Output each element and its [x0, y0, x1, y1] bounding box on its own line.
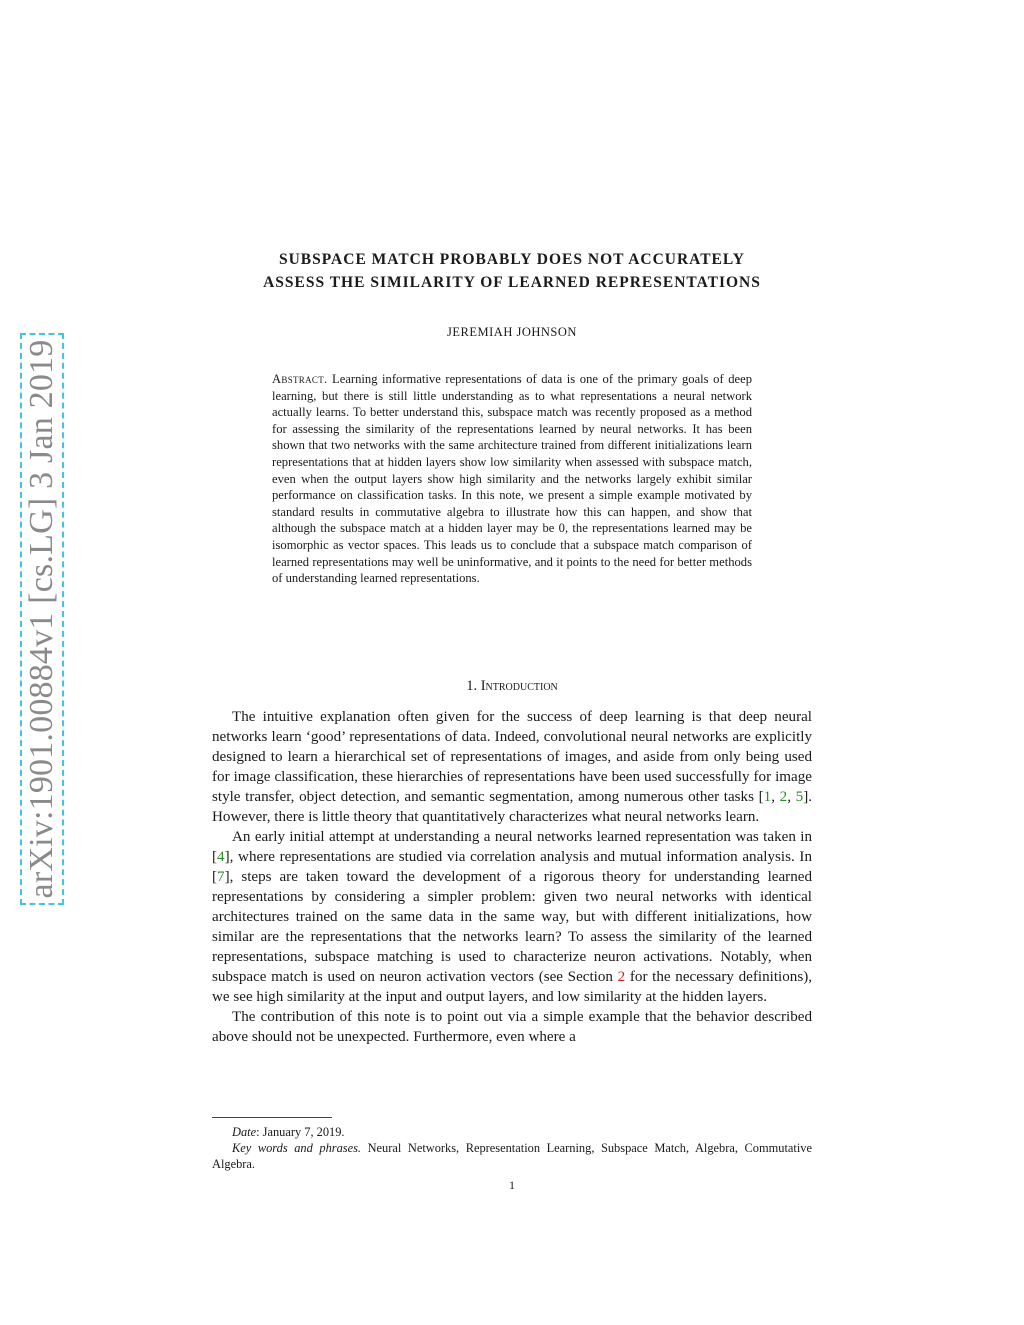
abstract-label: Abstract.: [272, 372, 328, 386]
citation-link[interactable]: 4: [217, 849, 225, 865]
body-text: [212, 707, 812, 1047]
title-line-2: ASSESS THE SIMILARITY OF LEARNED REPRESENTATIONS: [263, 274, 761, 291]
footnotes: [212, 1124, 812, 1172]
keywords-label: Key words and phrases.: [232, 1141, 362, 1155]
arxiv-stamp: [20, 333, 64, 905]
paper-title: [150, 248, 874, 294]
paragraph-text: ], steps are taken toward the development of a rigorous theory for understanding learned representations by considering a simpler problem: given two neural networks with identical architectures trained on the same data in the same way, but with different initializations, how similar are the representations that the networks learn? To assess the similarity of the learned representations, subspace matching is used to characterize neuron activations. Notably, when subspace match is used on neuron activation vectors (see Section: [212, 869, 812, 985]
paragraph-text: ,: [771, 789, 780, 805]
date-label: Date: [232, 1125, 257, 1139]
citation-link[interactable]: 7: [217, 869, 225, 885]
paragraph-text: The intuitive explanation often given for the success of deep learning is that deep neural networks learn ‘good’ representations of data. Indeed, convolutional neural networks are explicitly designed to learn a hierarchical set of representations of images, and aside from only being used for image classification, these hierarchies of representations have been used successfully for image style transfer, object detection, and semantic segmentation, among numerous other tasks [: [212, 709, 812, 805]
section-reference-link[interactable]: 2: [617, 969, 626, 985]
title-line-1: SUBSPACE MATCH PROBABLY DOES NOT ACCURATELY: [278, 251, 746, 268]
arxiv-stamp-text: arXiv:1901.00884v1 [cs.LG] 3 Jan 2019: [23, 339, 60, 899]
section-heading: [0, 678, 1024, 695]
paragraph-text: for the necessary definitions), we see high similarity at the input and output layers, and low similarity at the hidden layers.: [212, 969, 812, 1005]
paragraph-text: ,: [787, 789, 796, 805]
citation-link[interactable]: 2: [779, 789, 788, 805]
footnote-keywords: [212, 1140, 812, 1172]
abstract: [272, 371, 752, 587]
paragraph-2: [212, 827, 812, 1007]
footnote-divider: [212, 1117, 332, 1118]
paragraph-1: [212, 707, 812, 827]
paragraph-text: ]. However, there is little theory that quantitatively characterizes what neural networks learn.: [212, 789, 813, 825]
citation-link[interactable]: 1: [763, 789, 772, 805]
footnote-date: [212, 1124, 812, 1140]
citation-link[interactable]: 5: [795, 789, 804, 805]
keywords-value: Neural Networks, Representation Learning, Subspace Match, Algebra, Commutative Algebra.: [212, 1141, 812, 1171]
date-value: : January 7, 2019.: [256, 1125, 345, 1139]
paragraph-3: The contribution of this note is to point out via a simple example that the behavior described above should not be unexpected. Furthermore, even where a: [212, 1009, 812, 1045]
section-number: 1.: [466, 678, 478, 694]
author: JEREMIAH JOHNSON: [447, 325, 577, 339]
paragraph-text: An early initial attempt at understanding a neural networks learned representation was taken in [: [212, 829, 812, 865]
abstract-text: Learning informative representations of data is one of the primary goals of deep learning, but there is still little understanding as to what representations a neural network actually learns. To better understand this, subspace match was recently proposed as a method for assessing the similarity of the representations learned by neural networks. It has been shown that two networks with the same architecture trained from different initializations learn representations that at hidden layers show low similarity when assessed with subspace match, even when the output layers show high similarity and the networks largely exhibit similar performance on classification tasks. In this note, we present a simple example motivated by standard results in commutative algebra to illustrate how this can happen, and show that although the subspace match at a hidden layer may be 0, the representations learned may be isomorphic as vector spaces. This leads us to conclude that a subspace match comparison of learned representations may well be uninformative, and it points to the need for better methods of understanding learned representations.: [272, 372, 752, 586]
section-title: Introduction: [480, 678, 558, 694]
paragraph-text: ], where representations are studied via correlation analysis and mutual information analysis. In [: [212, 849, 812, 885]
page-number: 1: [509, 1178, 515, 1192]
